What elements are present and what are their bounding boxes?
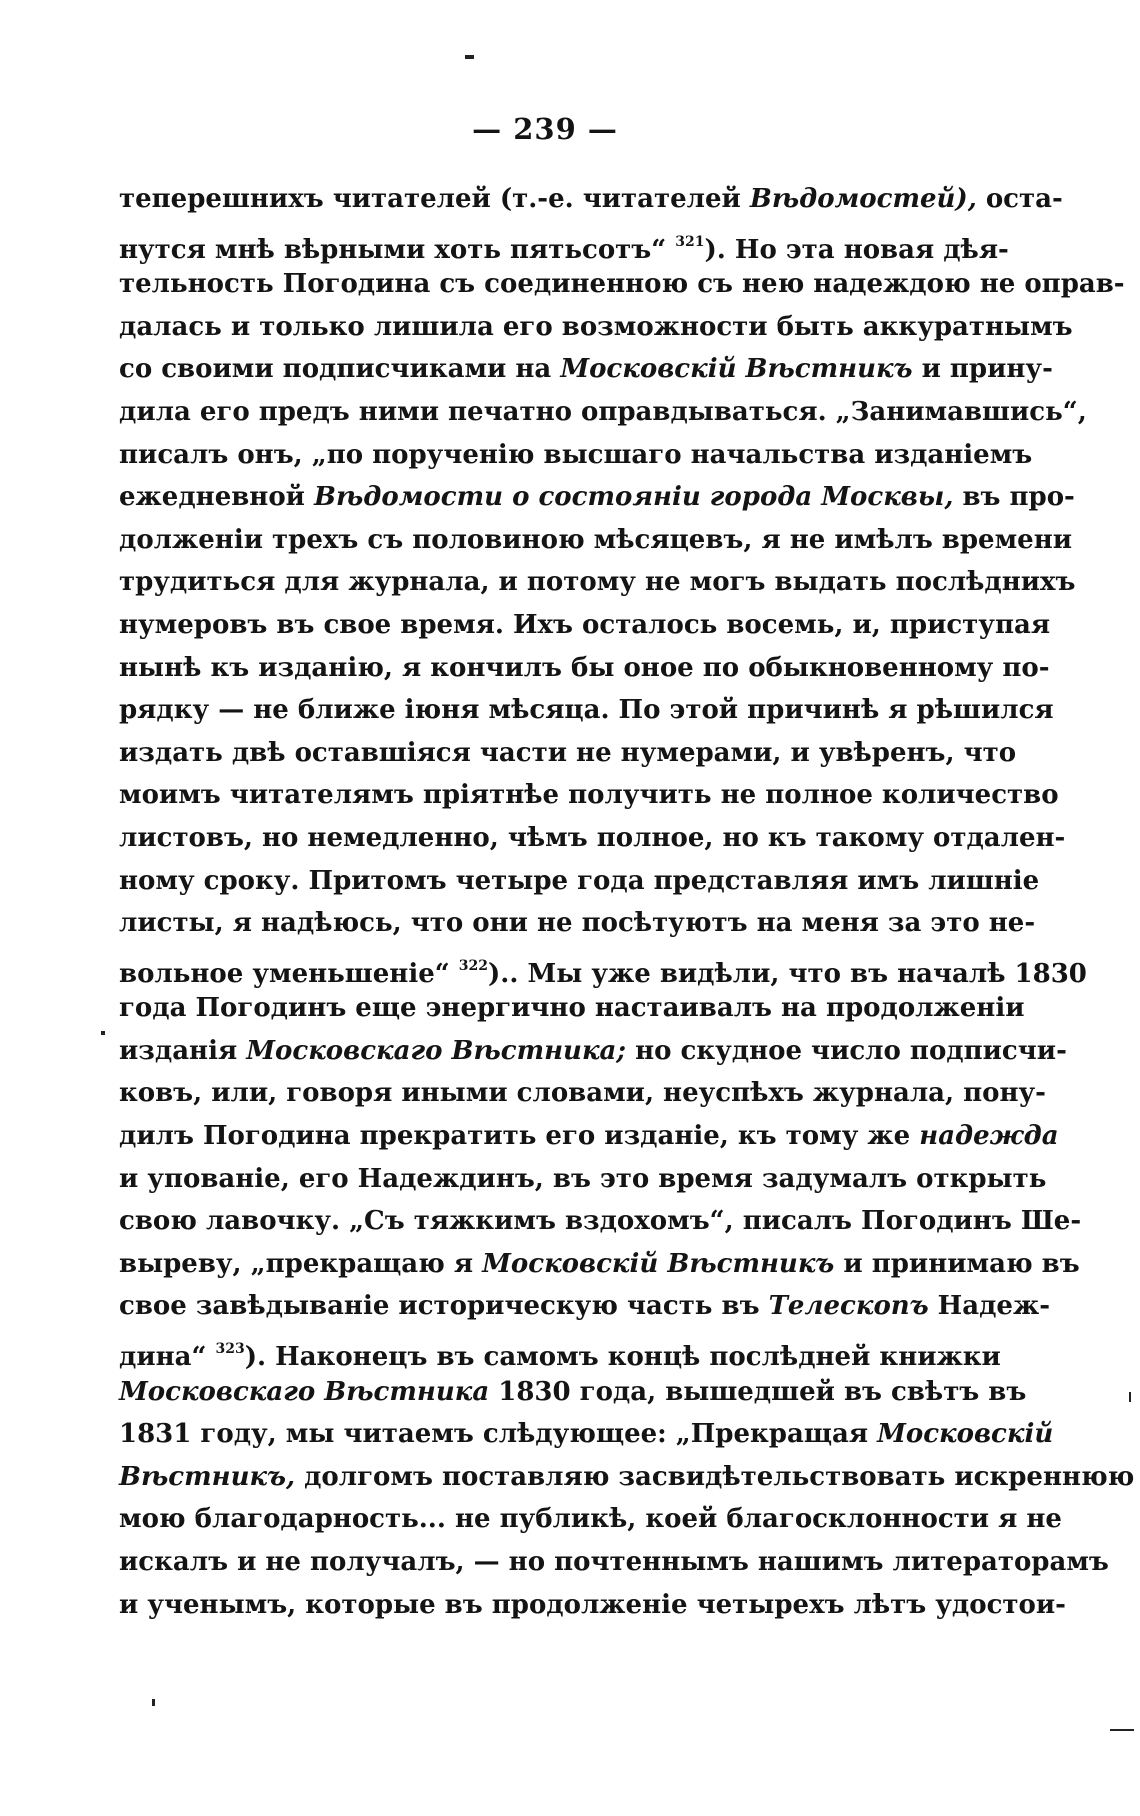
text-line bbox=[119, 945, 1087, 989]
text-line bbox=[119, 1584, 1066, 1627]
text-line bbox=[119, 434, 1033, 477]
text-run: свою лавочку. „Съ тяжкимъ вздохомъ“, писалъ Погодинъ Ше- bbox=[119, 1206, 1082, 1237]
text-run: мою благодарность... не публикѣ, коей благосклонности я не bbox=[119, 1504, 1062, 1535]
text-line bbox=[119, 774, 1059, 817]
italic-title: Московскій Вѣстникъ bbox=[482, 1248, 835, 1279]
text-line bbox=[119, 604, 1051, 647]
text-line bbox=[119, 1371, 1027, 1414]
text-line bbox=[119, 1243, 1080, 1286]
text-run: дилъ Погодина прекратить его изданіе, къ тому же bbox=[119, 1121, 920, 1152]
text-line bbox=[119, 1328, 1001, 1373]
italic-title: Московскаго Вѣстника bbox=[119, 1376, 490, 1407]
text-run: тельность Погодина съ соединенною съ нею надеждою не оправ- bbox=[119, 269, 1125, 300]
text-run: и упованіе, его Надеждинъ, въ это время задумалъ открыть bbox=[119, 1163, 1047, 1194]
text-line bbox=[119, 306, 1073, 349]
text-line bbox=[119, 689, 1054, 732]
italic-title: надежда bbox=[919, 1121, 1059, 1152]
text-line bbox=[119, 1285, 1051, 1328]
text-run: и ученымъ, которые въ продолженіе четырехъ лѣтъ удостои- bbox=[119, 1589, 1066, 1620]
scan-speck bbox=[152, 1699, 155, 1706]
text-line bbox=[119, 519, 1073, 562]
text-run: ).. Мы уже видѣли, что въ началѣ 1830 bbox=[487, 958, 1087, 989]
text-line bbox=[119, 1115, 1059, 1158]
text-line bbox=[119, 860, 1040, 903]
scan-speck bbox=[465, 55, 474, 59]
text-run: дила его предъ ними печатно оправдываться. „Занимавшись“, bbox=[119, 396, 1087, 427]
text-run: оста- bbox=[976, 184, 1063, 214]
text-run: и прину- bbox=[912, 354, 1053, 385]
text-line bbox=[119, 348, 1053, 391]
text-run: свое завѣдываніе историческую часть въ bbox=[119, 1291, 769, 1322]
text-line bbox=[119, 391, 1087, 434]
text-run: выреву, „прекращаю я bbox=[119, 1248, 483, 1279]
text-run: ). Наконецъ въ самомъ концѣ послѣдней книжки bbox=[244, 1342, 1001, 1373]
italic-title: Московскаго Вѣстника; bbox=[246, 1035, 627, 1066]
scan-speck bbox=[1110, 1729, 1134, 1731]
scan-speck bbox=[1129, 1392, 1131, 1402]
footnote-ref: 321 bbox=[675, 233, 705, 250]
text-line bbox=[119, 1158, 1047, 1201]
text-run: ). Но эта новая дѣя- bbox=[704, 234, 1009, 265]
text-run: въ про- bbox=[953, 482, 1075, 513]
italic-title: Вѣдомости о состояніи города Москвы, bbox=[314, 482, 954, 513]
text-run: далась и только лишила его возможности быть аккуратнымъ bbox=[119, 311, 1073, 342]
text-run: Надеж- bbox=[928, 1291, 1051, 1322]
text-line bbox=[119, 1413, 1054, 1456]
italic-title: Московскій Вѣстникъ bbox=[560, 354, 913, 385]
text-line bbox=[119, 1456, 1135, 1499]
text-run: нумеровъ въ свое время. Ихъ осталось восемь, и, приступая bbox=[119, 609, 1051, 640]
text-run: дина“ bbox=[119, 1342, 216, 1373]
text-run: листовъ, но немедленно, чѣмъ полное, но къ такому отдален- bbox=[119, 822, 1066, 853]
text-run: но скудное число подписчи- bbox=[626, 1035, 1067, 1066]
text-line bbox=[119, 1541, 1109, 1584]
italic-title: Вѣдомостей), bbox=[749, 184, 977, 214]
text-line bbox=[119, 817, 1066, 860]
text-line bbox=[119, 1030, 1067, 1073]
text-run: долгомъ поставляю засвидѣтельствовать искреннюю bbox=[295, 1461, 1135, 1492]
italic-title: Телескопъ bbox=[768, 1291, 929, 1322]
text-line bbox=[119, 263, 1125, 306]
text-run: 1831 году, мы читаемъ слѣдующее: „Прекращая bbox=[119, 1419, 878, 1450]
footnote-ref: 323 bbox=[215, 1341, 245, 1358]
footnote-ref: 322 bbox=[458, 957, 488, 974]
text-line bbox=[119, 221, 1009, 265]
text-run: нутся мнѣ вѣрными хоть пятьсотъ“ bbox=[119, 234, 676, 265]
text-run: листы, я надѣюсь, что они не посѣтуютъ на меня за это не- bbox=[119, 908, 1036, 939]
text-line bbox=[119, 1498, 1062, 1541]
text-run: нынѣ къ изданію, я кончилъ бы оное по обыкновенному по- bbox=[119, 652, 1050, 683]
text-run: писалъ онъ, „по порученію высшаго начальства изданіемъ bbox=[119, 439, 1033, 470]
text-line bbox=[119, 902, 1036, 945]
text-run: трудиться для журнала, и потому не могъ выдать послѣднихъ bbox=[119, 567, 1076, 598]
text-line bbox=[119, 1072, 1046, 1115]
text-line bbox=[119, 647, 1050, 690]
text-line bbox=[119, 561, 1076, 604]
text-line bbox=[119, 987, 1025, 1030]
text-run: ковъ, или, говоря иными словами, неуспѣхъ журнала, пону- bbox=[119, 1078, 1046, 1109]
text-run: со своими подписчиками на bbox=[119, 354, 561, 385]
text-line bbox=[119, 476, 1075, 519]
italic-title: Московскій bbox=[877, 1419, 1054, 1450]
text-run: года Погодинъ еще энергично настаивалъ на продолженіи bbox=[119, 993, 1025, 1024]
text-run: теперешнихъ читателей (т.-е. читателей bbox=[119, 184, 750, 214]
text-run: 1830 года, вышедшей въ свѣтъ въ bbox=[489, 1376, 1027, 1407]
text-line bbox=[119, 732, 1017, 775]
text-run: моимъ читателямъ пріятнѣе получить не полное количество bbox=[119, 780, 1059, 811]
text-run: рядку — не ближе іюня мѣсяца. По этой причинѣ я рѣшился bbox=[119, 695, 1054, 726]
text-run: ному сроку. Притомъ четыре года представляя имъ лишніе bbox=[119, 865, 1040, 896]
page-number: — 239 — bbox=[472, 112, 618, 146]
text-run: и принимаю въ bbox=[834, 1248, 1080, 1279]
body-text bbox=[119, 178, 1135, 1626]
text-run: искалъ и не получалъ, — но почтеннымъ нашимъ литераторамъ bbox=[119, 1547, 1109, 1577]
italic-title: Вѣстникъ, bbox=[119, 1461, 296, 1492]
text-run: издать двѣ оставшіяся части не нумерами, и увѣренъ, что bbox=[119, 737, 1017, 768]
text-run: долженіи трехъ съ половиною мѣсяцевъ, я не имѣлъ времени bbox=[119, 524, 1073, 555]
text-run: изданія bbox=[119, 1035, 247, 1066]
text-line bbox=[119, 1200, 1082, 1243]
text-run: ежедневной bbox=[119, 482, 315, 513]
scan-speck bbox=[101, 1031, 105, 1035]
text-run: вольное уменьшеніе“ bbox=[119, 958, 459, 989]
text-line bbox=[119, 178, 1063, 221]
